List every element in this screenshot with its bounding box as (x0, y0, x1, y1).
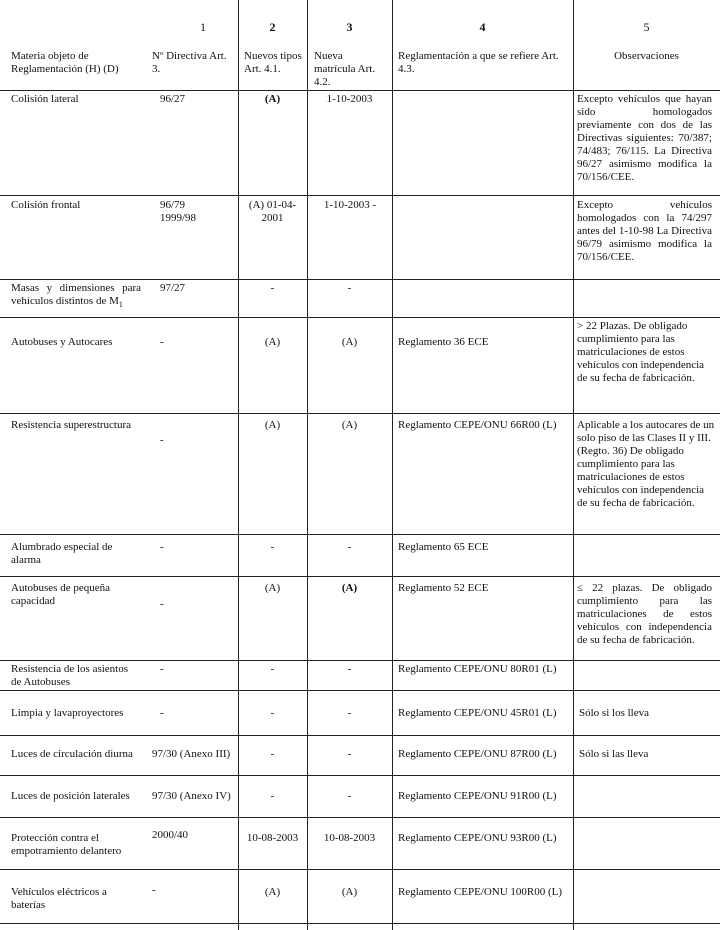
row-materia (11, 282, 141, 311)
row-materia: Protección contra el empotramiento delantero (11, 832, 122, 857)
row-divider (0, 195, 720, 196)
row-divider (0, 869, 720, 870)
row-directiva: 97/30 (Anexo IV) (152, 790, 231, 802)
row-nuevos-tipos: (A) (264, 582, 281, 594)
row-nueva-matricula: - (347, 790, 352, 802)
row-divider (0, 576, 720, 577)
row-observaciones: Excepto vehículos homologados con la 74/297 antes del 1-10-98 La Directiva 96/79 asimismo modifica la 70/156/CEE. (577, 199, 712, 263)
row-observaciones: Excepto vehículos que hayan sido homologados previamente con dos de las Directivas siguientes: 70/387; 74/483; 76/115. La Directiva 96/27 asimismo modifica la 70/156/CEE. (577, 93, 712, 183)
column-number: 1 (200, 20, 206, 34)
row-nuevos-tipos: - (270, 707, 275, 719)
row-divider (0, 775, 720, 776)
row-reglamentacion: Reglamento 52 ECE (398, 582, 489, 594)
row-observaciones: Sólo si las lleva (579, 748, 649, 760)
row-reglamentacion: Reglamento 36 ECE (398, 336, 489, 348)
column-number: 2 (269, 20, 276, 34)
row-divider (0, 923, 720, 924)
row-divider (0, 279, 720, 280)
header-reglamentacion: Reglamentación a que se refiere Art. 4.3. (398, 50, 559, 75)
row-materia: Vehículos eléctricos a baterías (11, 886, 107, 911)
row-divider (0, 735, 720, 736)
row-materia: Resistencia superestructura (11, 419, 132, 431)
row-observaciones: Sólo si los lleva (579, 707, 649, 719)
row-materia-subscript: 1 (118, 300, 123, 310)
row-reglamentacion: Reglamento CEPE/ONU 66R00 (L) (398, 419, 557, 431)
row-materia: Luces de circulación diurna (11, 748, 133, 760)
column-number: 3 (346, 20, 353, 34)
row-nueva-matricula: 1-10-2003 - (323, 199, 377, 211)
row-directiva: 96/79 1999/98 (160, 199, 197, 224)
row-nueva-matricula: - (347, 707, 352, 719)
row-reglamentacion: Reglamento CEPE/ONU 100R00 (L) (398, 886, 563, 898)
row-materia: Limpia y lavaproyectores (11, 707, 124, 719)
row-nueva-matricula: - (347, 748, 352, 760)
row-nuevos-tipos: (A) (264, 336, 281, 348)
header-nuevos-tipos: Nuevos tipos Art. 4.1. (244, 50, 302, 75)
row-materia: Autobuses de pequeña capacidad (11, 582, 110, 607)
row-nuevos-tipos: - (270, 541, 275, 553)
row-nueva-matricula: (A) (341, 419, 358, 431)
row-reglamentacion: Reglamento CEPE/ONU 80R01 (L) (398, 663, 557, 675)
header-directiva: Nº Directiva Art. 3. (152, 50, 227, 75)
row-reglamentacion: Reglamento CEPE/ONU 87R00 (L) (398, 748, 557, 760)
row-nueva-matricula: 1-10-2003 (326, 93, 373, 105)
row-nuevos-tipos: (A) (264, 419, 281, 431)
row-reglamentacion: Reglamento CEPE/ONU 93R00 (L) (398, 832, 557, 844)
row-divider (0, 413, 720, 414)
row-nuevos-tipos: - (270, 663, 275, 675)
row-directiva: - (160, 336, 164, 348)
column-number: 5 (643, 20, 650, 34)
row-materia: Luces de posición laterales (11, 790, 130, 802)
row-reglamentacion: Reglamento CEPE/ONU 91R00 (L) (398, 790, 557, 802)
row-directiva: - (160, 598, 164, 610)
header-materia: Materia objeto de Reglamentación (H) (D) (11, 50, 119, 75)
row-nueva-matricula: 10-08-2003 (323, 832, 376, 844)
row-materia: Alumbrado especial de alarma (11, 541, 113, 566)
row-divider (0, 660, 720, 661)
row-directiva: - (160, 541, 164, 553)
column-divider (573, 0, 574, 930)
row-directiva: 97/27 (160, 282, 186, 294)
row-materia: Colisión frontal (11, 199, 81, 211)
header-observaciones: Observaciones (614, 50, 679, 62)
row-observaciones: Aplicable a los autocares de un solo piso de las Clases II y III. (Regto. 36) De obligado cumplimiento para las matriculaciones de estos vehículos con independencia de su fecha de fabricación. (577, 419, 715, 509)
row-nueva-matricula: - (347, 541, 352, 553)
row-nueva-matricula: - (347, 663, 352, 675)
row-reglamentacion: Reglamento CEPE/ONU 45R01 (L) (398, 707, 557, 719)
row-nueva-matricula: (A) (341, 886, 358, 898)
row-materia: Resistencia de los asientos de Autobuses (11, 663, 129, 688)
row-nuevos-tipos: (A) (264, 93, 281, 105)
row-nueva-matricula: - (347, 282, 352, 294)
row-reglamentacion: Reglamento 65 ECE (398, 541, 489, 553)
row-nuevos-tipos: 10-08-2003 (246, 832, 299, 844)
row-nueva-matricula: (A) (341, 582, 358, 594)
row-directiva: - (160, 434, 164, 446)
row-materia: Colisión lateral (11, 93, 79, 105)
row-directiva: - (160, 663, 164, 675)
row-divider (0, 817, 720, 818)
row-nueva-matricula: (A) (341, 336, 358, 348)
row-directiva: 97/30 (Anexo III) (152, 748, 231, 760)
column-divider (392, 0, 393, 930)
row-nuevos-tipos: - (270, 748, 275, 760)
header-nueva-matricula: Nueva matrícula Art. 4.2. (314, 50, 376, 88)
row-materia: Autobuses y Autocares (11, 336, 113, 348)
row-divider (0, 534, 720, 535)
row-materia-text: Masas y dimensiones para vehículos distintos de M (11, 282, 141, 307)
row-observaciones: ≤ 22 plazas. De obligado cumplimiento para las matriculaciones de estos vehículos con independencia de su fecha de fabricación. (577, 582, 712, 646)
row-directiva: 96/27 (160, 93, 186, 105)
row-directiva: - (152, 884, 156, 896)
column-number: 4 (479, 20, 486, 34)
row-divider (0, 90, 720, 91)
row-nuevos-tipos: (A) 01-04-2001 (248, 199, 297, 224)
row-divider (0, 690, 720, 691)
row-nuevos-tipos: - (270, 790, 275, 802)
row-directiva: - (160, 707, 164, 719)
row-directiva: 2000/40 (152, 829, 189, 841)
row-nuevos-tipos: - (270, 282, 275, 294)
row-divider (0, 317, 720, 318)
row-observaciones: > 22 Plazas. De obligado cumplimiento para las matriculaciones de estos vehículos con independencia de su fecha de fabricación. (577, 320, 705, 384)
row-nuevos-tipos: (A) (264, 886, 281, 898)
